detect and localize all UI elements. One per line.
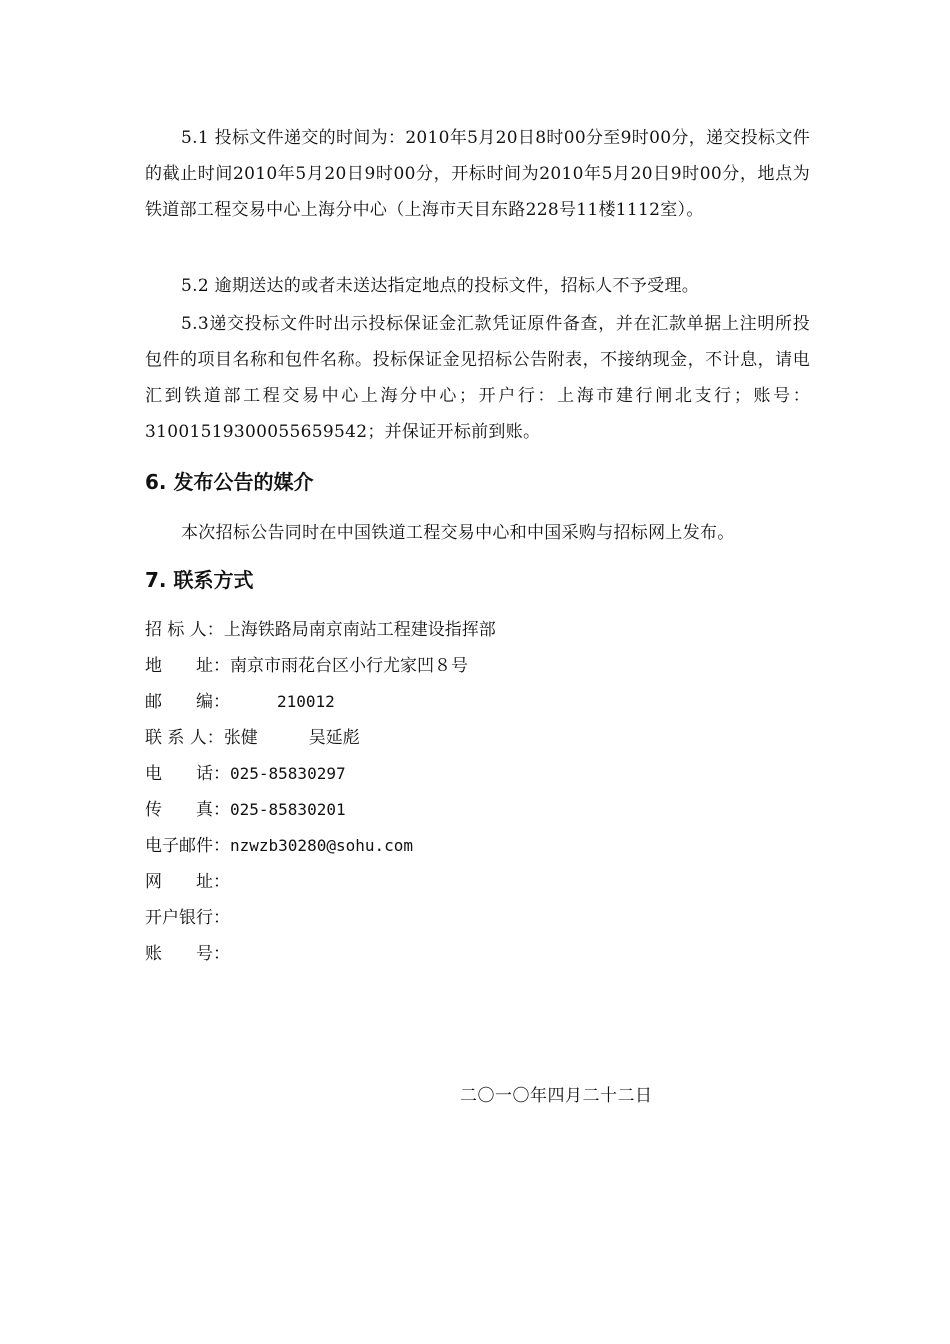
contact-row-email [145,828,413,864]
contact-row-contact-person [145,720,360,756]
contact-label: 地 址： [145,656,230,676]
contact-label: 传 真： [145,800,230,820]
section-6-heading: 6. 发布公告的媒介 [145,470,314,494]
contact-value: 南京市雨花台区小行尤家凹８号 [230,656,468,676]
contact-label: 联 系 人： [145,728,224,748]
contact-row-tenderer [145,612,496,648]
contact-label: 电 话： [145,764,230,784]
contact-value: 025-85830201 [230,800,346,819]
section-6-text: 本次招标公告同时在中国铁道工程交易中心和中国采购与招标网上发布。 [181,523,735,543]
contact-value: 025-85830297 [230,764,346,783]
contact-row-account [145,936,230,972]
contact-row-address [145,648,468,684]
contact-row-postcode [145,684,335,720]
contact-label: 网 址： [145,872,230,892]
signature-date: 二〇一〇年四月二十二日 [460,1086,653,1106]
paragraph-5-1: 5.1 投标文件递交的时间为：2010年5月20日8时00分至9时00分，递交投标文件的截止时间2010年5月20日9时00分，开标时间为2010年5月20日9时00分，地点为铁道部工程交易中心上海分中心（上海市天目东路228号11楼1112室）。 [145,128,810,220]
contact-label: 账 号： [145,944,230,964]
contact-value: nzwzb30280@sohu.com [230,836,414,855]
paragraph-5-3: 5.3递交投标文件时出示投标保证金汇款凭证原件备查，并在汇款单据上注明所投包件的项目名称和包件名称。投标保证金见招标公告附表，不接纳现金，不计息，请电汇到铁道部工程交易中心上海分中心；开户行：上海市建行闸北支行；账号：31001519300055659542；并保证开标前到账。 [145,314,810,442]
contact-label: 开户银行： [145,908,230,928]
contact-row-website [145,864,230,900]
contact-label: 邮 编： [145,692,230,712]
contact-value: 张健 吴延彪 [223,728,360,748]
contact-row-bank [145,900,230,936]
contact-row-fax [145,792,346,828]
contact-value: 210012 [277,692,335,711]
contact-row-phone [145,756,346,792]
contact-value: 上海铁路局南京南站工程建设指挥部 [223,620,496,640]
paragraph-5-2: 5.2 逾期送达的或者未送达指定地点的投标文件，招标人不予受理。 [181,276,700,296]
contact-label: 招 标 人： [145,620,224,640]
section-7-heading: 7. 联系方式 [145,568,254,592]
contact-label: 电子邮件： [145,836,230,856]
